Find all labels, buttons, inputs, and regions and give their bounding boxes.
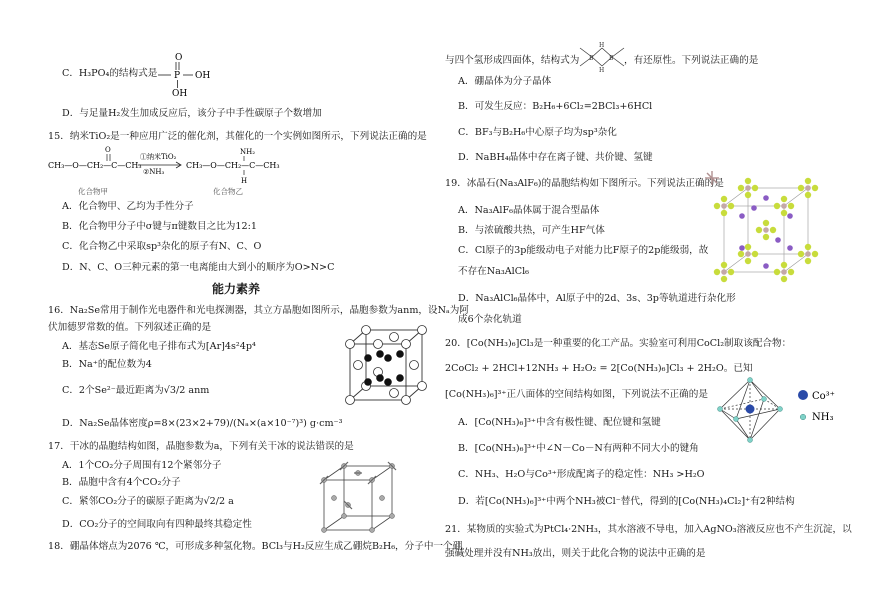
- p-center: P: [174, 71, 181, 81]
- label-compound-a: 化合物甲: [78, 187, 108, 196]
- q16-option-b: B．Na⁺的配位数为4: [62, 359, 152, 370]
- q20-option-d: D．若[Co(NH₃)₆]³⁺中两个NH₃被Cl⁻替代，得到的[Co(NH₃)₄Cl₂]⁺有2种结构: [458, 496, 795, 507]
- compound-a-formula: CH₃—O—CH₂—C—CH₃: [48, 161, 142, 170]
- legend-nh3: NH₃: [812, 412, 834, 423]
- svg-text:B: B: [609, 55, 614, 62]
- q20-stem-line2: 2CoCl₂ + 2HCl+12NH₃ + H₂O₂ = 2[Co(NH₃)₆]Cl₃ + 2H₂O。已知: [445, 363, 753, 374]
- q16-option-d: D．Na₂Se晶体密度ρ=8×(23×2+79)/(Nₐ×(a×10⁻⁷)³) g·cm⁻³: [62, 418, 343, 429]
- q18-stem-continued-2: ，有还原性。下列说法正确的是: [624, 55, 759, 66]
- p-oh-bottom: OH: [172, 89, 188, 99]
- compound-b-formula: CH₃—O—CH₂—C—CH₃: [186, 161, 280, 170]
- q17-option-a: A．1个CO₂分子周围有12个紧邻分子: [62, 460, 222, 471]
- q21-stem-line1: 21．某物质的实验式为PtCl₄·2NH₃，其水溶液不导电，加入AgNO₃溶液反应也不产生沉淀，以: [445, 524, 852, 535]
- svg-text:B: B: [589, 55, 594, 62]
- svg-text:H: H: [599, 67, 605, 74]
- amine-group: NH₂: [240, 148, 256, 156]
- nh3-legend-marker: [800, 414, 806, 420]
- q15-option-d: D．N、C、O三种元素的第一电离能由大到小的顺序为O>N>C: [62, 262, 335, 273]
- legend-co: Co³⁺: [812, 391, 835, 402]
- q18-option-d: D．NaBH₄晶体中存在离子键、共价键、氢键: [458, 152, 653, 163]
- q19-option-d-cont: 成6个杂化轨道: [458, 314, 522, 325]
- condition-1: ①纳米TiO₂: [140, 153, 177, 161]
- q20-option-b: B．[Co(NH₃)₆]³⁺中∠N－Co－N有两种不同大小的键角: [458, 443, 699, 454]
- q20-stem-line3: [Co(NH₃)₆]³⁺正八面体的空间结构如图，下列说法不正确的是: [445, 389, 708, 400]
- q19-option-c-cont: 不存在Na₃AlCl₆: [458, 266, 529, 277]
- q17-option-d: D．CO₂分子的空间取向有四种最终其稳定性: [62, 519, 252, 530]
- na2se-unit-cell-figure: [342, 326, 432, 406]
- cobalt-octahedron-figure: [712, 377, 852, 447]
- condition-2: ②NH₃: [143, 168, 165, 176]
- q21-stem-line2: 强碱处理并没有NH₃放出，则关于此化合物的说法中正确的是: [445, 548, 706, 559]
- q18-stem: 18．硼晶体熔点为2076 ℃，可形成多种氢化物。BCl₃与H₂反应生成乙硼烷B₂H₆，分子中一个硼: [48, 541, 463, 552]
- phosphoric-acid-structure: [160, 50, 220, 100]
- q18-option-c: C．BF₃与B₂H₆中心原子均为sp³杂化: [458, 127, 617, 138]
- q16-stem-line2: 伏加德罗常数的值。下列叙述正确的是: [48, 322, 212, 333]
- q14-option-d: D．与足量H₂发生加成反应后，该分子中手性碳原子个数增加: [62, 108, 322, 119]
- diborane-structure: [578, 42, 626, 72]
- q14-option-c: C．H₃PO₄的结构式是: [62, 68, 158, 79]
- co-legend-marker: [798, 390, 808, 400]
- q16-option-a: A．基态Se原子简化电子排布式为[Ar]4s²4p⁴: [62, 341, 256, 352]
- p-oh-right: OH: [195, 71, 211, 81]
- svg-text:H: H: [599, 42, 605, 49]
- q17-stem: 17．干冰的晶胞结构如图，晶胞参数为a，下列有关干冰的说法错误的是: [48, 441, 354, 452]
- p-o-top: O: [175, 53, 183, 63]
- q15-option-c: C．化合物乙中采取sp³杂化的原子有N、C、O: [62, 241, 262, 252]
- q18-option-a: A．硼晶体为分子晶体: [458, 76, 552, 87]
- q15-option-b: B．化合物甲分子中σ键与π键数目之比为12:1: [62, 221, 257, 232]
- q18-stem-continued: 与四个氢形成四面体，结构式为: [445, 55, 580, 66]
- q19-option-d: D．Na₃AlCl₆晶体中，Al原子中的2d、3s、3p等轨道进行杂化形: [458, 293, 736, 304]
- section-heading: 能力素养: [212, 282, 261, 296]
- q20-option-a: A．[Co(NH₃)₆]³⁺中含有极性键、配位键和氢键: [458, 417, 661, 428]
- label-compound-b: 化合物乙: [213, 187, 243, 196]
- q15-stem: 15．纳米TiO₂是一种应用广泛的催化剂，其催化的一个实例如图所示，下列说法正确的是: [48, 131, 427, 142]
- q15-option-a: A．化合物甲、乙均为手性分子: [62, 201, 194, 212]
- dry-ice-unit-cell-figure: [318, 460, 398, 538]
- q19-option-a: A．Na₃AlF₆晶体属于混合型晶体: [458, 205, 600, 216]
- q16-option-c: C．2个Se²⁻最近距离为√3/2 anm: [62, 385, 210, 396]
- q17-option-b: B．晶胞中含有4个CO₂分子: [62, 477, 181, 488]
- q19-stem: 19．冰晶石(Na₃AlF₆)的晶胞结构如下图所示。下列说法正确的是: [445, 178, 724, 189]
- cryolite-unit-cell-figure: [712, 178, 818, 286]
- q19-option-b: B．与浓硫酸共热，可产生HF气体: [458, 225, 605, 236]
- q17-option-c: C．紧邻CO₂分子的碳原子距离为√2/2 a: [62, 496, 234, 507]
- q16-stem-line1: 16．Na₂Se常用于制作光电器件和光电探测器，其立方晶胞如图所示，晶胞参数为anm，设Nₐ为阿: [48, 305, 469, 316]
- q18-option-b: B．可发生反应：B₂H₆+6Cl₂=2BCl₃+6HCl: [458, 101, 653, 112]
- q20-option-c: C．NH₃、H₂O与Co³⁺形成配离子的稳定性：NH₃ >H₂O: [458, 469, 705, 480]
- q19-option-c: C．Cl原子的3p能级动电子对能力比F原子的2p能级弱，故: [458, 245, 709, 256]
- hydrogen-label: H: [241, 177, 248, 185]
- q20-stem-line1: 20．[Co(NH₃)₆]Cl₃是一种重要的化工产品。实验室可利用CoCl₂制取该配合物：: [445, 338, 792, 349]
- ketone-o: O: [105, 146, 111, 154]
- q15-reaction-scheme: [48, 146, 288, 198]
